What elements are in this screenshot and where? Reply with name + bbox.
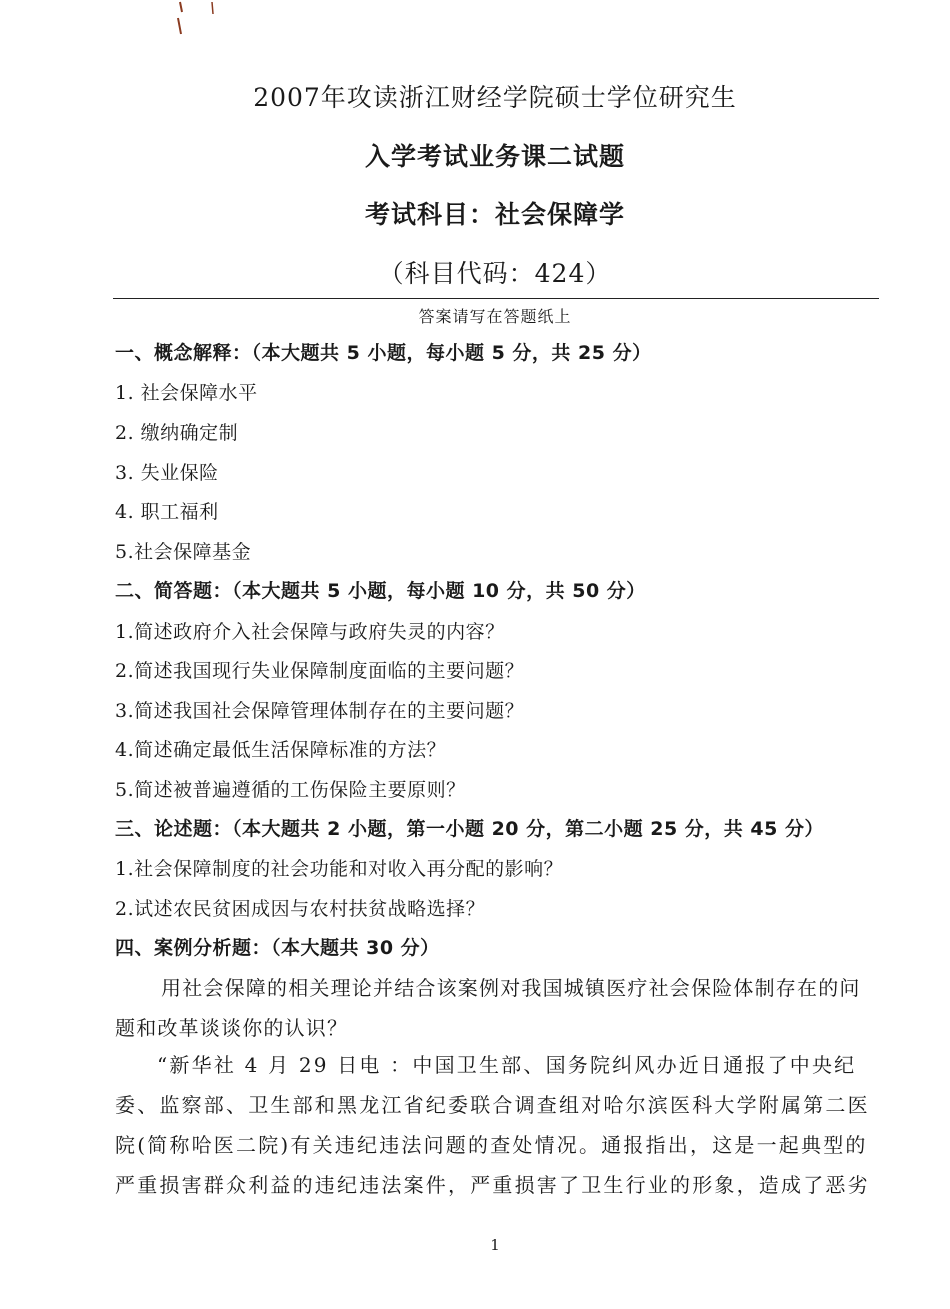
section3-heading: 三、论述题：（本大题共 2 小题，第一小题 20 分，第二小题 25 分，共 45 分） bbox=[115, 818, 824, 840]
page-number: 1 bbox=[490, 1236, 500, 1254]
case-question-paragraph: 用社会保障的相关理论并结合该案例对我国城镇医疗社会保险体制存在的问题和改革谈谈你的认识？ bbox=[115, 976, 861, 1040]
section3-item: 1.社会保障制度的社会功能和对收入再分配的影响？ bbox=[115, 858, 564, 880]
section4-heading: 四、案例分析题：（本大题共 30 分） bbox=[115, 937, 440, 959]
section2-item: 1.简述政府介入社会保障与政府失灵的内容？ bbox=[115, 621, 505, 643]
exam-title-line1: 2007年攻读浙江财经学院硕士学位研究生 bbox=[253, 83, 737, 112]
section1-item: 1. 社会保障水平 bbox=[115, 382, 258, 404]
scan-mark bbox=[172, 0, 222, 45]
section3-item: 2.试述农民贫困成因与农村扶贫战略选择？ bbox=[115, 898, 486, 920]
section2-item: 3.简述我国社会保障管理体制存在的主要问题？ bbox=[115, 700, 525, 722]
exam-title-line2: 入学考试业务课二试题 bbox=[364, 142, 625, 171]
answer-note: 答案请写在答题纸上 bbox=[418, 307, 572, 326]
exam-subject-code: （科目代码：424） bbox=[378, 259, 612, 288]
section1-item: 5.社会保障基金 bbox=[115, 541, 252, 563]
header-divider bbox=[113, 298, 879, 299]
section1-item: 3. 失业保险 bbox=[115, 462, 219, 484]
section2-heading: 二、简答题：（本大题共 5 小题，每小题 10 分，共 50 分） bbox=[115, 580, 646, 602]
section1-heading: 一、概念解释：（本大题共 5 小题，每小题 5 分，共 25 分） bbox=[115, 342, 652, 364]
case-news-paragraph: “新华社 4 月 29 日电 ：中国卫生部、国务院纠风办近日通报了中央纪委、监察部、卫生部和黑龙江省纪委联合调查组对哈尔滨医科大学附属第二医院(简称哈医二院)有关违纪违法问题的查处情况。通报指出，这是一起典型的严重损害群众利益的违纪违法案件，严重损害了卫生行业的形象，造成了恶劣 bbox=[115, 1053, 870, 1197]
exam-subject: 考试科目：社会保障学 bbox=[364, 200, 625, 229]
section1-item: 2. 缴纳确定制 bbox=[115, 422, 239, 444]
section2-item: 4.简述确定最低生活保障标准的方法？ bbox=[115, 739, 447, 761]
section2-item: 5.简述被普遍遵循的工伤保险主要原则？ bbox=[115, 779, 466, 801]
section2-item: 2.简述我国现行失业保障制度面临的主要问题？ bbox=[115, 660, 525, 682]
section1-item: 4. 职工福利 bbox=[115, 501, 219, 523]
